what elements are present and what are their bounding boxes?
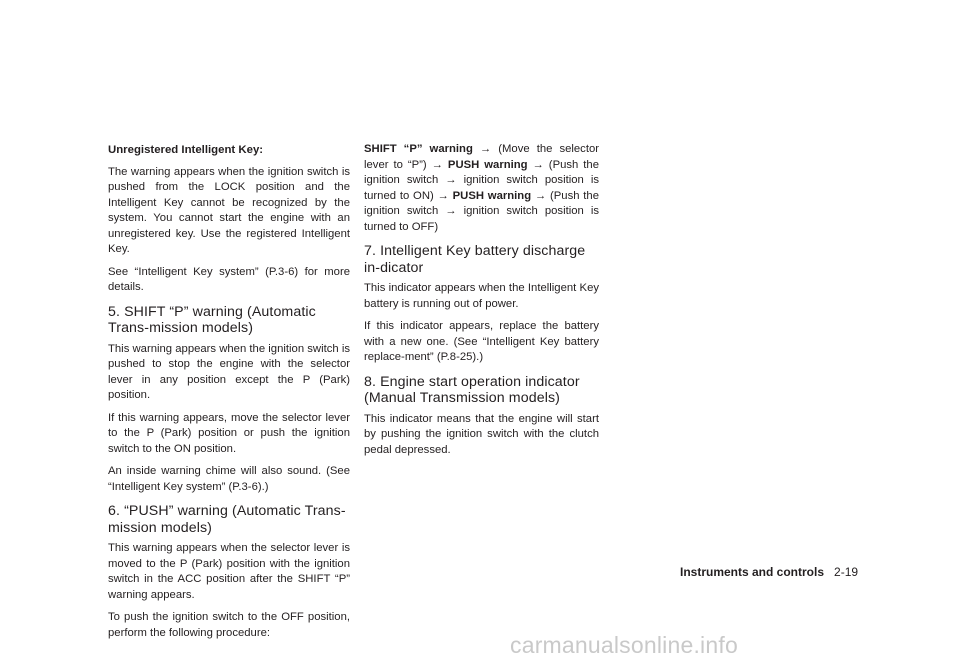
paragraph: If this indicator appears, replace the battery with a new one. (See “Intelligent Key battery replace-ment” (P.8-25).)	[364, 320, 599, 364]
push-warning-label: PUSH warning	[452, 189, 532, 202]
section-heading-6: 6. “PUSH” warning (Automatic Trans-mission models)	[108, 503, 346, 536]
subheading-unregistered-key: Unregistered Intelligent Key:	[108, 144, 264, 156]
paragraph: The warning appears when the ignition switch is pushed from the LOCK position and the Intelligent Key cannot be recognized by the system. You cannot start the engine with an unregistered key. Use the registered Intelligent Key.	[108, 165, 350, 255]
paragraph: This indicator means that the engine will start by pushing the ignition switch with the clutch pedal depressed.	[364, 412, 599, 456]
section-heading-7: 7. Intelligent Key battery discharge in-dicator	[364, 243, 586, 276]
paragraph: This warning appears when the selector lever is moved to the P (Park) position with the ignition switch in the ACC position after the SHIFT “P” warning appears.	[108, 542, 350, 601]
right-column	[364, 142, 599, 465]
procedure-step: → (Push the ignition switch → ignition switch position is turned to ON) →	[364, 158, 599, 202]
paragraph: This warning appears when the ignition switch is pushed to stop the engine with the selector lever in any position except the P (Park) position.	[108, 342, 350, 402]
watermark: carmanualsonline.info	[510, 632, 738, 658]
paragraph: This indicator appears when the Intelligent Key battery is running out of power.	[364, 282, 599, 310]
paragraph: An inside warning chime will also sound. (See “Intelligent Key system” (P.3-6).)	[108, 465, 350, 493]
procedure-paragraph	[364, 142, 599, 235]
left-column	[108, 143, 350, 648]
paragraph: If this warning appears, move the selector lever to the P (Park) position or push the ignition switch to the ON position.	[108, 411, 350, 455]
section-heading-5: 5. SHIFT “P” warning (Automatic Trans-mission models)	[108, 303, 316, 337]
section-heading-8: 8. Engine start operation indicator (Manual Transmission models)	[364, 373, 580, 407]
page-number: 2-19	[834, 565, 859, 579]
procedure-step: → (Move the selector lever to “P”) →	[364, 143, 599, 171]
footer-section-title: Instruments and controls	[680, 565, 825, 579]
paragraph: To push the ignition switch to the OFF position, perform the following procedure:	[108, 611, 350, 639]
push-warning-label: PUSH warning	[447, 158, 528, 171]
paragraph: See “Intelligent Key system” (P.3-6) for more details.	[108, 265, 350, 293]
shift-p-warning-label: SHIFT “P” warning	[364, 143, 473, 155]
page-footer	[680, 565, 860, 579]
procedure-step: → (Push the ignition switch → ignition switch position is turned to OFF)	[364, 189, 599, 233]
